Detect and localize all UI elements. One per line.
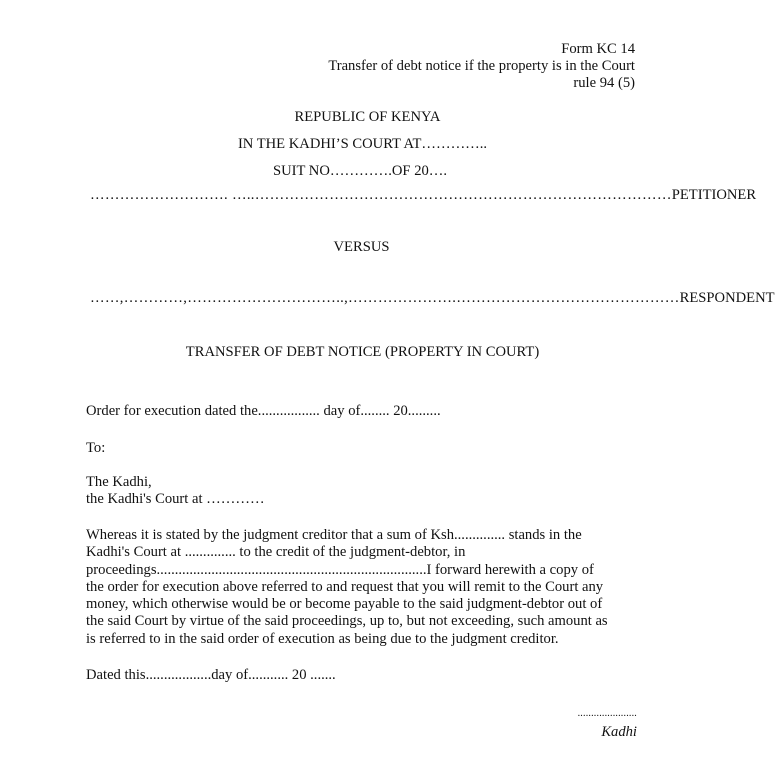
form-rule: rule 94 (5)	[573, 75, 635, 91]
court-at-heading: IN THE KADHI’S COURT AT…………..	[237, 136, 488, 152]
notice-title: TRANSFER OF DEBT NOTICE (PROPERTY IN COURT)	[185, 344, 540, 360]
body-line: proceedings..........................................................................I forward herewith a copy of	[86, 561, 594, 578]
respondent-line	[90, 290, 775, 307]
petitioner-line	[90, 187, 757, 204]
republic-heading: REPUBLIC OF KENYA	[294, 109, 441, 125]
to-label: To:	[86, 440, 106, 456]
dated-line: Dated this..................day of........... 20 .......	[86, 667, 336, 683]
suit-number: SUIT NO………….OF 20….	[272, 163, 448, 179]
respondent-label: RESPONDENT	[679, 290, 775, 306]
body-line: Kadhi's Court at .............. to the credit of the judgment-debtor, in	[86, 544, 466, 561]
respondent-blank: ……,…………,…………………………..,………………….………………………………………	[90, 290, 680, 306]
body-paragraph	[86, 527, 646, 648]
signature-block	[578, 705, 637, 741]
addressee-block	[86, 474, 265, 508]
form-number: Form KC 14	[561, 41, 635, 57]
body-line: the said Court by virtue of the said proceedings, up to, but not exceeding, such amount as	[86, 613, 608, 630]
form-description: Transfer of debt notice if the property is in the Court	[328, 58, 635, 74]
body-line: the order for execution above referred to and request that you will remit to the Court any	[86, 578, 604, 595]
addressee-title: The Kadhi,	[86, 474, 152, 490]
petitioner-blank: ………………………. …..…………………………………………………………………………	[90, 187, 672, 203]
body-line: money, which otherwise would be or become payable to the said judgment-debtor out of	[86, 596, 603, 613]
petitioner-label: PETITIONER	[671, 187, 757, 203]
addressee-court: the Kadhi's Court at …………	[86, 491, 265, 507]
signature-title: Kadhi	[601, 724, 637, 740]
versus-label: VERSUS	[333, 239, 390, 255]
order-execution-line: Order for execution dated the................. day of........ 20.........	[86, 403, 441, 419]
form-header	[328, 41, 635, 92]
signature-line: ......................	[577, 708, 637, 719]
body-line: is referred to in the said order of execution as being due to the judgment creditor.	[86, 630, 559, 647]
body-line: Whereas it is stated by the judgment creditor that a sum of Ksh.............. stands in the	[86, 527, 582, 543]
